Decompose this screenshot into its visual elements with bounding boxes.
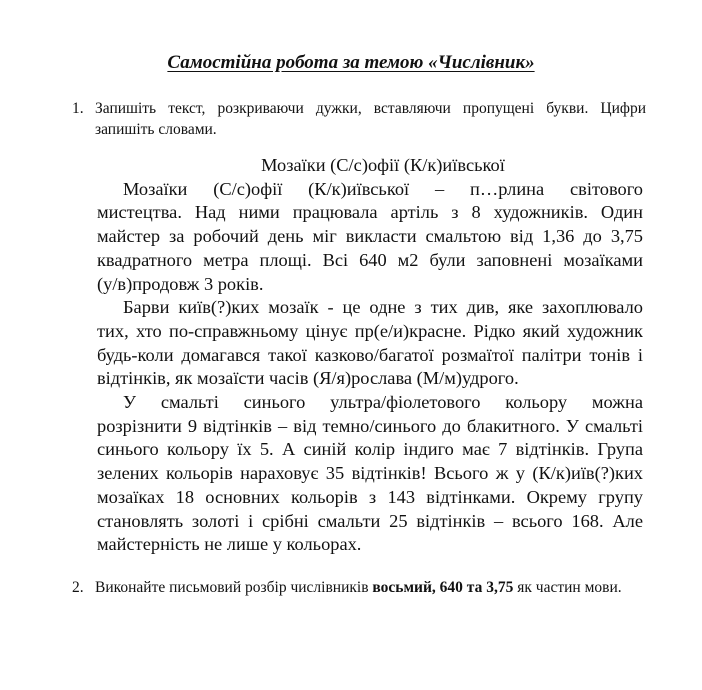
task-2-text-before: Виконайте письмовий розбір числівників — [95, 579, 373, 596]
task-2-number: 2. — [72, 579, 84, 596]
paragraph-line: майстерність не лише у кольорах. — [97, 534, 362, 555]
paragraph-2 — [71, 296, 643, 391]
paragraph-line: (у/в)продовж 3 років. — [97, 273, 264, 294]
paragraph-line: відтінків, як мозаїсти часів (Я/я)рослава (М/м)удрого. — [97, 368, 519, 389]
paragraph-line: мистецтва. Над ними працювала артіль з 8 художників. Один — [97, 202, 643, 223]
task-2-text — [95, 577, 646, 598]
paragraph-line: Мозаїки (С/с)офії (К/к)иївської – п…рлина світового — [123, 178, 643, 199]
task-1-number: 1. — [72, 100, 84, 117]
paragraph-line: тих, хто по-справжньому цінує пр(е/и)красне. Рідко який художник — [97, 320, 643, 341]
task-2-text-after: як частин мови. — [513, 579, 622, 596]
paragraph-line: мозаїках 18 основних кольорів з 143 відтінками. Окрему групу — [97, 486, 643, 507]
paragraph-1 — [71, 178, 643, 297]
paragraph-line: розрізнити 9 відтінків – від темно/синього до блакитного. У смальті — [97, 415, 643, 436]
page-title: Самостійна робота за темою «Числівник» — [167, 52, 535, 73]
task-1-text: Запишіть текст, розкриваючи дужки, вставляючи пропущені букви. Цифри запишіть словами. — [95, 100, 646, 138]
task-2 — [72, 577, 646, 598]
paragraph-line: синього кольору їх 5. А синій колір індиго має 7 відтінків. Група — [97, 439, 643, 460]
task-1 — [72, 98, 646, 140]
paragraph-line: становлять золоті і срібні смальти 25 відтінків – всього 168. Але — [97, 510, 643, 531]
paragraph-line: будь-коли домагався такої казково/багатої розмаїтої палітри тонів і — [97, 344, 643, 365]
exercise-text — [71, 154, 643, 557]
paragraph-line: майстер за робочий день міг викласти смальтою від 1,36 до 3,75 — [97, 226, 643, 247]
paragraph-3 — [71, 391, 643, 557]
paragraph-line: квадратного метра площі. Всі 640 м2 були заповнені мозаїками — [97, 249, 643, 270]
paragraph-line: Барви київ(?)ких мозаїк - це одне з тих див, яке захоплювало — [123, 297, 643, 318]
task-2-bold-words: восьмий, 640 та 3,75 — [372, 579, 514, 596]
paragraph-line: зелених кольорів нараховує 35 відтінків! Всього ж у (К/к)иїв(?)ких — [97, 463, 643, 484]
exercise-text-title: Мозаїки (С/с)офії (К/к)иївської — [261, 155, 505, 175]
paragraph-line: У смальті синього ультра/фіолетового кольору можна — [123, 392, 643, 413]
